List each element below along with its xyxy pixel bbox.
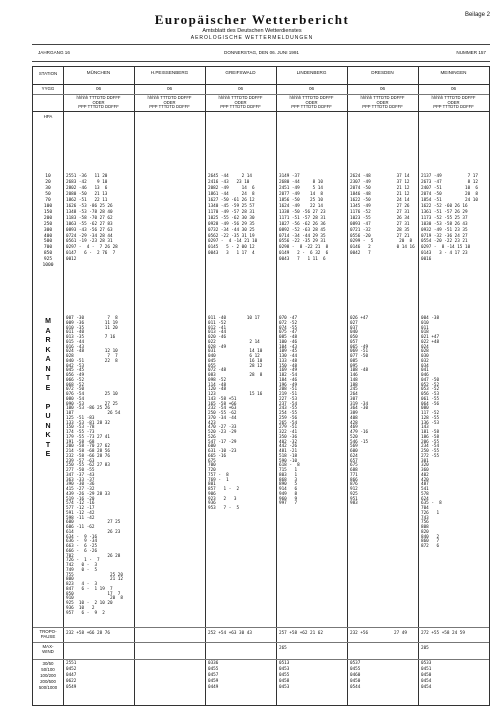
station-time: 06 (379, 86, 386, 91)
layer-values: 2551 0452 0447 0622 0549 (66, 661, 77, 690)
code-header: hhhhh TTTDTD DDFFF ODER PPP TTTDTD DDFFF (360, 95, 405, 110)
markante-letter: E (45, 451, 51, 458)
layer-values: 0533 0451 0450 0454 0454 (421, 661, 432, 690)
markante-letter: U (45, 413, 51, 420)
tropopause-value: 232 +56 27 49 (350, 631, 407, 636)
significant-points-data: 026 +47 027 037 040 050 057 065 -49 069 -51 077 -50 085 095 108 -48 146 148 188 245 264 307 319 -34 364 -30 389 408 428 469 479 -16 520 546 -15 569 600 624 657 675 688 771 866 876 912 925 951 983 (350, 316, 369, 507)
markante-letter: A (45, 327, 51, 335)
markante-letter: T (45, 441, 51, 449)
significant-points-data: 011 -40 10 17 011 -52 012 -41 013 -44 020 -46 022 2 14 028 -49 031 14 10 040 6 12 045 16 10 055 28 12 072 -48 083 28 8 098 -52 114 -48 120 -48 123 15 16 143 -58 +51 165 -58 +66 232 -54 +63 250 -55 -62 370 -34 -44 423 470 -27 -33 520 -23 -29 526 547 -17 -29 600 631 -10 -23 665 -16 675 700 720 757 - 8 769 - 1 801 857 1 - 2 906 923 2 3 936 953 7 - 5 (208, 316, 263, 511)
pressure-level: 70 (45, 197, 51, 203)
pressure-level: 30 (45, 185, 51, 191)
layer-values: 0336 0455 0457 0459 0449 (208, 661, 219, 690)
layer-values: 0513 0453 0455 0458 0453 (279, 661, 290, 690)
code-header: hhhhh TTTDTD DDFFF ODER PPP TTTDTD DDFFF (76, 95, 121, 110)
pressure-level: 300 (43, 227, 53, 233)
pressure-level: 10 (45, 174, 51, 179)
issue-info-bar (32, 44, 490, 62)
markante-letter: P (45, 403, 51, 411)
layer-labels (33, 661, 63, 691)
pressure-level: 1000 (42, 263, 54, 269)
significant-points-data: 004 -38 010 011 018 021 +47 022 +48 024 028 030 032 034 041 046 047 -50 052 -52 053 -52 056 -53 061 -55 064 -56 080 117 -52 128 -55 136 -53 143 181 -58 186 -58 206 -55 234 -54 250 -55 272 -55 301 320 360 402 420 487 541 578 624 635 - 8 704 726 1 743 756 808 820 840 2 860 7 872 6 (421, 316, 442, 549)
station-name: LINDENBERG (296, 70, 327, 75)
pressure-level: 925 (43, 257, 53, 263)
pressure-level: 150 (43, 209, 53, 215)
station-time: 06 (95, 86, 102, 91)
pressure-levels (33, 174, 63, 269)
markante-letter: M (45, 318, 51, 325)
markante-letter: N (45, 422, 51, 430)
standard-level-data: 2645 -44 2 14 2416 -43 23 10 2082 -49 14 6 1861 -44 24 8 1627 -50 -61 26 12 1340 -45 -59 25 57 1170 -49 -57 28 31 1025 -55 -62 30 30 0928 -49 -56 29 35 0732 -34 -44 30 25 0562 -22 -35 31 19 0297 - 4 -14 21 10 0145 5 - 2 00 12 0043 3 1 17 4 (208, 174, 258, 257)
station-time: 06 (450, 86, 457, 91)
maxwind-value: 205 (421, 646, 429, 651)
layer-label: 50/100 (41, 667, 55, 672)
station-name: MÜNCHEN (86, 70, 111, 75)
station-time: 06 (166, 86, 173, 91)
layer-values: 0537 0455 0460 0450 0544 (350, 661, 361, 690)
tropopause-label: TROPO- PAUSE (39, 629, 57, 639)
tropopause-value: 252 +54 +63 30 43 (208, 631, 252, 636)
station-name: MEININGEN (440, 70, 467, 75)
tropopause-value: 272 +55 +58 24 59 (421, 631, 465, 636)
layer-label: 500/1000 (38, 685, 58, 690)
station-name: DRESDEN (371, 70, 394, 75)
publisher-line: Amtsblatt des Deutschen Wetterdienstes (202, 28, 302, 34)
code-header: hhhhh TTTDTD DDFFF ODER PPP TTTDTD DDFFF (147, 95, 192, 110)
markante-letter: N (45, 365, 51, 373)
page-title: Europäischer Wetterbericht (154, 12, 350, 27)
tropopause-value: 232 +58 +66 28 76 (66, 631, 110, 636)
code-header: hhhhh TTTDTD DDFFF ODER PPP TTTDTD DDFFF (218, 95, 263, 110)
tropopause-value: 257 +58 +62 21 62 (279, 631, 323, 636)
markante-letter: E (45, 384, 51, 392)
station-time: 06 (308, 86, 315, 91)
pressure-level: 700 (43, 245, 53, 251)
markante-letter: K (45, 346, 51, 354)
standard-level-data: 2551 -36 11 20 2683 -42 9 10 2802 -46 13 6 2080 -50 21 13 1862 -51 22 11 1626 -53 -86 25 26 1348 -53 -78 28 40 1183 -58 -70 27 62 1063 -55 -62 27 83 0893 -43 -56 27 63 0724 -29 -34 28 44 0561 -19 -23 28 31 0297 - 4 - 7 26 28 0147 6 - 2 76 7 0012 (66, 174, 118, 263)
significant-points-data: 007 -30 7 8 009 -36 11 19 010 -35 11 20 011 -40 013 -35 7 16 015 -44 016 -43 024 -48 12 10 028 7 7 040 -51 22 8 042 -53 045 -45 056 -49 066 -52 068 -52 072 -50 076 -54 25 10 080 -54 090 -53 27 25 100 -53 -86 25 26 107 26 54 125 -51 -83 133 -53 -81 28 32 150 -53 -78 174 -55 -73 179 -55 -73 27 41 191 -58 -68 200 -58 -70 27 62 214 -58 -68 28 56 232 -58 -66 28 76 239 -57 -63 250 -55 -62 27 83 277 -50 -55 347 -37 -43 363 -33 -37 390 -30 -36 415 -27 -32 439 -26 -29 28 33 519 -16 -20 574 -12 -16 577 -12 -17 591 -12 -42 598 -11 -42 600 27 25 606 -11 -62 614 26 23 634 - 9 -16 636 - 9 -34 663 - 6 -25 666 - 6 -26 702 26 28 726 - 1 - 7 742 0 - 3 749 0 - 5 755 25 20 800 21 12 823 4 - 3 847 6 - 1 19 7 850 17 7 910 20 8 925 10 - 2 10 20 936 10 2 957 6 - 9 2 (66, 316, 123, 616)
pressure-level: 200 (43, 215, 53, 221)
pressure-level: 500 (43, 239, 53, 245)
maxwind-label: MAX- WIND (42, 644, 54, 654)
supplement-label: Beilage 2 (464, 12, 490, 18)
station-name: H.PEISSENBERG (150, 70, 189, 75)
pressure-level: 400 (43, 233, 53, 239)
issue-number: NUMMER 157 (456, 50, 486, 55)
aerological-table (32, 66, 490, 706)
markante-punkte-label (33, 317, 63, 460)
pressure-level: 50 (45, 191, 51, 197)
code-header: hhhhh TTTDTD DDFFF ODER PPP TTTDTD DDFFF (431, 95, 476, 110)
yygg-label: YYGG (41, 86, 55, 91)
hpa-label: HPA (43, 114, 53, 119)
markante-letter: R (45, 337, 51, 344)
markante-letter: T (45, 375, 51, 382)
pressure-level: 250 (43, 221, 53, 227)
station-time: 06 (237, 86, 244, 91)
station-name: GREIFSWALD (225, 70, 256, 75)
standard-level-data: 2624 -48 37 14 2307 -49 37 12 2074 -50 21 12 1846 -48 21 12 1622 -50 24 14 1345 -49 27 26 1176 -52 27 31 1023 -55 26 34 0893 -47 27 31 0721 -32 28 35 0556 -20 27 21 0299 - 5 20 8 0146 2 0 14 16 0042 7 (350, 174, 415, 257)
maxwind-value: 265 (279, 646, 287, 651)
jahrgang: JAHRGANG 16 (38, 50, 70, 55)
layer-label: 100/200 (40, 673, 56, 678)
pressure-level: 20 (45, 179, 51, 185)
issue-date: DONNERSTAG, DEN 06. JUNI 1991 (224, 50, 299, 55)
significant-points-data: 070 -47 072 -52 074 -55 075 -47 085 -48 100 -46 104 -43 109 -45 130 -44 133 -48 150 -48 169 -49 182 -54 184 -46 196 -49 208 -51 219 -51 227 -53 237 -54 243 -55 254 -55 259 -56 265 -54 279 -51 322 -41 350 -36 402 -32 442 -26 481 -21 518 -18 590 -10 618 - 8 715 1 803 1 868 3 890 5 914 6 949 8 960 9 997 7 (279, 316, 300, 507)
bulletin-subtitle: AEROLOGISCHE WETTERMELDUNGEN (190, 35, 314, 41)
layer-label: 30/50 (42, 661, 54, 666)
pressure-level: 100 (43, 203, 53, 209)
layer-label: 200/500 (40, 679, 56, 684)
standard-level-data: 2137 -49 7 17 2673 -47 8 12 2407 -51 10 6 2074 -50 20 8 1854 -51 24 10 1622 -52 -60 26 16 1361 -51 -57 26 29 1173 -52 -55 25 37 1030 -53 -58 26 43 0932 -49 -51 23 35 0719 -32 -36 24 27 0554 -20 -22 23 21 0297 - 8 -14 15 10 0143 3 - 4 17 23 0016 (421, 174, 478, 263)
markante-letter: A (45, 356, 51, 363)
station-label: STATION (38, 71, 58, 76)
markante-letter (33, 393, 63, 403)
code-header: hhhhh TTTDTD DDFFF ODER PPP TTTDTD DDFFF (289, 95, 334, 110)
markante-letter: K (45, 432, 51, 439)
standard-level-data: 3149 -37 2680 -44 8 10 2451 -49 5 14 2077 -49 14 8 1856 -50 25 10 1624 -49 22 14 1338 -50 -56 27 23 1171 -51 -57 28 31 1027 -56 -62 26 36 0892 -52 -63 28 45 0714 -34 -44 29 35 0556 -22 -35 29 31 0298 - 8 -22 21 8 0149 2 - 6 32 6 0043 7 1 11 6 (279, 174, 329, 263)
pressure-level: 850 (43, 251, 53, 257)
